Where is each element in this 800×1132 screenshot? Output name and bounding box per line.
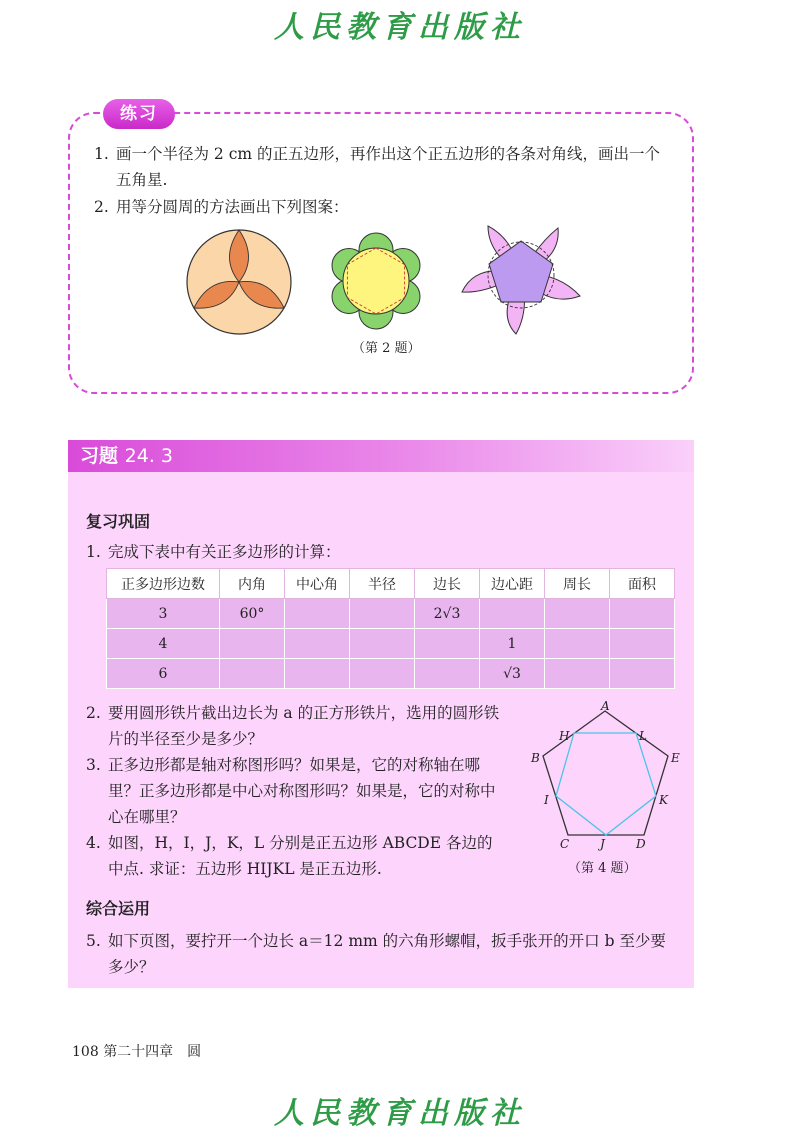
- figure-caption-q2: （第 2 题）: [352, 341, 421, 356]
- practice-q1-line1: 画一个半径为 2 cm 的正五边形，再作出这个正五边形的各条对角线，画出一个: [116, 145, 661, 163]
- table-cell: [610, 659, 675, 689]
- table-cell: [545, 629, 610, 659]
- table-cell: [480, 599, 545, 629]
- exercise-q4: [86, 831, 492, 855]
- pattern-green-flower-figure: [325, 230, 427, 332]
- midpoint-label-j: J: [600, 837, 605, 851]
- table-cell: [220, 659, 285, 689]
- table-cell: [610, 629, 675, 659]
- table-cell: 60°: [220, 599, 285, 629]
- exercise-q4-line1: 如图，H，I，J，K，L 分别是正五边形 ABCDE 各边的: [108, 834, 493, 852]
- pattern-three-petals-figure: [185, 228, 293, 336]
- midpoint-label-k: K: [659, 793, 668, 807]
- exercise-q5-number: 5.: [86, 932, 101, 950]
- exercise-q3-line3: 心在哪里？: [108, 808, 186, 826]
- table-header-cell: 周长: [545, 569, 610, 599]
- midpoint-label-h: H: [559, 729, 570, 743]
- table-cell: [285, 659, 350, 689]
- table-cell: [545, 599, 610, 629]
- exercise-q4-number: 4.: [86, 834, 101, 852]
- page-footer: [72, 1041, 201, 1061]
- exercise-q2-number: 2.: [86, 704, 101, 722]
- exercise-q5-line2: 多少？: [108, 958, 155, 976]
- exercise-title-number: 24. 3: [124, 445, 173, 467]
- practice-q1: [94, 142, 660, 166]
- practice-q1-number: 1.: [94, 145, 109, 163]
- table-cell: [415, 659, 480, 689]
- exercise-q3: [86, 753, 480, 777]
- table-header-cell: 内角: [220, 569, 285, 599]
- vertex-label-b: B: [531, 751, 540, 765]
- table-header-cell: 正多边形边数: [107, 569, 220, 599]
- table-cell: [220, 629, 285, 659]
- table-header-cell: 面积: [610, 569, 675, 599]
- exercise-q2-line1: 要用圆形铁片截出边长为 a 的正方形铁片，选用的圆形铁: [108, 704, 500, 722]
- publisher-logo-bottom: 人民教育出版社: [274, 1096, 526, 1131]
- table-header-cell: 边长: [415, 569, 480, 599]
- table-cell: 1: [480, 629, 545, 659]
- table-cell: [285, 599, 350, 629]
- exercise-title-prefix: 习题: [80, 445, 119, 467]
- polygon-calculation-table: [106, 568, 675, 689]
- table-cell: [415, 629, 480, 659]
- practice-q2: [94, 195, 349, 219]
- vertex-label-d: D: [636, 837, 646, 851]
- exercise-q5-line1: 如下页图，要拧开一个边长 a＝12 mm 的六角形螺帽，扳手张开的开口 b 至少要: [108, 932, 666, 950]
- vertex-label-a: A: [601, 700, 610, 713]
- figure-caption-q4: （第 4 题）: [568, 861, 637, 876]
- exercise-q3-line1: 正多边形都是轴对称图形吗？如果是，它的对称轴在哪: [108, 756, 481, 774]
- exercise-q1-number: 1.: [86, 543, 101, 561]
- exercise-q4-line2: 中点. 求证：五边形 HIJKL 是正五边形.: [108, 860, 382, 878]
- table-cell: 2√3: [415, 599, 480, 629]
- exercise-q3-number: 3.: [86, 756, 101, 774]
- table-cell: √3: [480, 659, 545, 689]
- page-number: 108: [72, 1044, 99, 1060]
- midpoint-label-i: I: [544, 793, 549, 807]
- pentagon-figure-q4: [526, 700, 686, 852]
- section-heading-application: 综合运用: [86, 899, 151, 918]
- table-cell: 6: [107, 659, 220, 689]
- chapter-title: 第二十四章 圆: [103, 1044, 202, 1060]
- table-cell: [545, 659, 610, 689]
- exercise-title: [80, 442, 173, 470]
- vertex-label-c: C: [560, 837, 570, 851]
- table-header-cell: 边心距: [480, 569, 545, 599]
- practice-q2-number: 2.: [94, 198, 109, 216]
- table-header-cell: 半径: [350, 569, 415, 599]
- exercise-q3-line2: 里？正多边形都是中心对称图形吗？如果是，它的对称中: [108, 782, 496, 800]
- exercise-q5: [86, 929, 666, 953]
- table-row: [107, 659, 675, 689]
- publisher-logo-top: 人民教育出版社: [274, 10, 526, 45]
- table-row: [107, 599, 675, 629]
- exercise-q1-text: 完成下表中有关正多边形的计算：: [108, 543, 341, 561]
- table-cell: [610, 599, 675, 629]
- exercise-q1: [86, 540, 341, 564]
- table-cell: 3: [107, 599, 220, 629]
- table-header-cell: 中心角: [285, 569, 350, 599]
- practice-q2-text: 用等分圆周的方法画出下列图案：: [116, 198, 349, 216]
- midpoint-label-l: L: [639, 729, 647, 743]
- vertex-label-e: E: [671, 751, 680, 765]
- exercise-q2: [86, 701, 499, 725]
- table-cell: [350, 659, 415, 689]
- table-cell: 4: [107, 629, 220, 659]
- exercise-q2-line2: 片的半径至少是多少？: [108, 730, 264, 748]
- practice-q1-line2: 五角星.: [116, 171, 168, 189]
- table-cell: [350, 629, 415, 659]
- table-header-row: [107, 569, 675, 599]
- table-cell: [350, 599, 415, 629]
- section-heading-review: 复习巩固: [86, 512, 151, 531]
- table-row: [107, 629, 675, 659]
- pattern-purple-flower-figure: [458, 224, 584, 336]
- table-cell: [285, 629, 350, 659]
- practice-tag: 练习: [103, 99, 175, 129]
